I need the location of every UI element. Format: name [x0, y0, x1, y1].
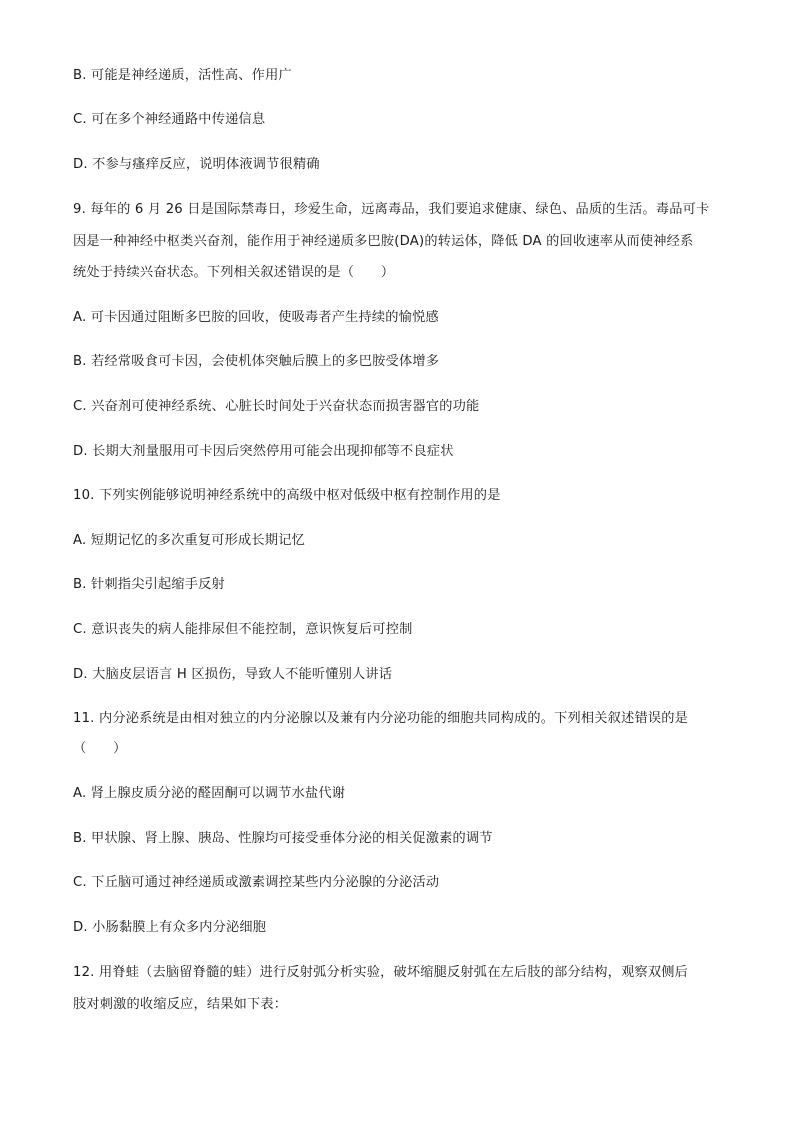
q11-stem-line-2: （ ） — [73, 741, 127, 756]
q9-option-d: D. 长期大剂量服用可卡因后突然停用可能会出现抑郁等不良症状 — [73, 444, 454, 459]
q10-option-b: B. 针刺指尖引起缩手反射 — [73, 577, 225, 592]
q9-stem-line-2: 因是一种神经中枢类兴奋剂，能作用于神经递质多巴胺(DA)的转运体，降低 DA 的回收速率从而使神经系 — [73, 234, 694, 249]
q11-option-d: D. 小肠黏膜上有众多内分泌细胞 — [73, 920, 267, 935]
q11-option-b: B. 甲状腺、肾上腺、胰岛、性腺均可接受垂体分泌的相关促激素的调节 — [73, 831, 493, 846]
q10-stem: 10. 下列实例能够说明神经系统中的高级中枢对低级中枢有控制作用的是 — [73, 488, 501, 503]
q12-stem-line-1: 12. 用脊蛙（去脑留脊髓的蛙）进行反射弧分析实验，破坏缩腿反射弧在左后肢的部分结构，观察双侧后 — [73, 965, 689, 980]
q9-option-b: B. 若经常吸食可卡因，会使机体突触后膜上的多巴胺受体增多 — [73, 354, 440, 369]
q12-stem-line-2: 肢对刺激的收缩反应，结果如下表： — [73, 997, 288, 1012]
q9-stem-line-3: 统处于持续兴奋状态。下列相关叙述错误的是（ ） — [73, 265, 395, 280]
q11-option-c: C. 下丘脑可通过神经递质或激素调控某些内分泌腺的分泌活动 — [73, 875, 440, 890]
q10-option-d: D. 大脑皮层语言 H 区损伤，导致人不能听懂别人讲话 — [73, 667, 393, 682]
q10-option-a: A. 短期记忆的多次重复可形成长期记忆 — [73, 533, 305, 548]
q8-option-d: D. 不参与瘙痒反应，说明体液调节很精确 — [73, 157, 320, 172]
q9-option-c: C. 兴奋剂可使神经系统、心脏长时间处于兴奋状态而损害器官的功能 — [73, 399, 480, 414]
q9-option-a: A. 可卡因通过阻断多巴胺的回收，使吸毒者产生持续的愉悦感 — [73, 310, 439, 325]
q8-option-b: B. 可能是神经递质，活性高、作用广 — [73, 68, 292, 83]
q11-option-a: A. 肾上腺皮质分泌的醛固酮可以调节水盐代谢 — [73, 786, 346, 801]
q9-stem-line-1: 9. 每年的 6 月 26 日是国际禁毒日，珍爱生命，远离毒品，我们要追求健康、绿色、品质的生活。毒品可卡 — [73, 202, 710, 217]
q10-option-c: C. 意识丧失的病人能排尿但不能控制，意识恢复后可控制 — [73, 622, 413, 637]
q8-option-c: C. 可在多个神经通路中传递信息 — [73, 112, 266, 127]
q11-stem-line-1: 11. 内分泌系统是由相对独立的内分泌腺以及兼有内分泌功能的细胞共同构成的。下列相关叙述错误的是 — [73, 711, 689, 726]
